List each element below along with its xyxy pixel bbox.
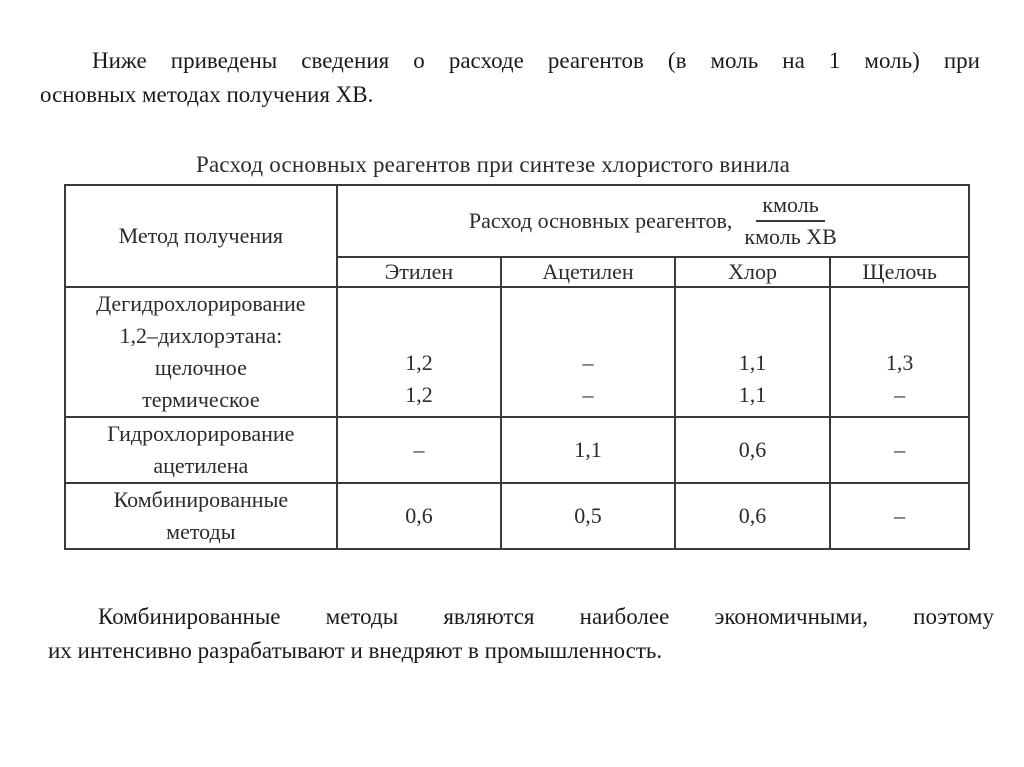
conclusion-paragraph xyxy=(48,600,994,668)
method-line: ацетилена xyxy=(153,453,249,478)
value-thermal: 1,1 xyxy=(738,382,767,407)
column-header-chlorine: Хлор xyxy=(675,257,830,287)
method-line: термическое xyxy=(142,387,260,412)
unit-denominator: кмоль ХВ xyxy=(744,224,837,249)
value-cell-chlorine: 0,6 xyxy=(675,483,830,549)
method-line: 1,2–дихлорэтана: xyxy=(119,323,283,348)
method-line: Комбинированные xyxy=(113,487,289,512)
method-cell xyxy=(65,417,337,483)
method-cell xyxy=(65,287,337,417)
table-row xyxy=(65,287,969,417)
value-cell-acetylene: 0,5 xyxy=(501,483,675,549)
value-alkaline: 1,2 xyxy=(405,350,433,375)
intro-paragraph xyxy=(40,44,980,112)
consumption-header-content xyxy=(469,192,837,250)
table-row xyxy=(65,417,969,483)
method-line: Дегидрохлорирование xyxy=(96,291,306,316)
reagent-consumption-table xyxy=(64,184,970,550)
value-thermal: – xyxy=(894,382,906,407)
value-thermal: 1,2 xyxy=(405,382,433,407)
value-cell-ethylene: – xyxy=(337,417,502,483)
intro-line-2: основных методах получения ХВ. xyxy=(40,82,374,107)
table-row xyxy=(65,483,969,549)
value-cell-alkali: – xyxy=(830,417,969,483)
table-header-row xyxy=(65,185,969,257)
column-header-ethylene: Этилен xyxy=(337,257,502,287)
method-line: щелочное xyxy=(154,355,247,380)
value-cell-chlorine: 0,6 xyxy=(675,417,830,483)
method-line: методы xyxy=(166,519,236,544)
column-header-acetylene: Ацетилен xyxy=(501,257,675,287)
value-cell-ethylene: 0,6 xyxy=(337,483,502,549)
value-cell-alkali: – xyxy=(830,483,969,549)
value-alkaline: – xyxy=(582,350,594,375)
value-alkaline: 1,1 xyxy=(738,350,767,375)
unit-numerator: кмоль xyxy=(756,192,824,222)
conclusion-line-1: Комбинированные методы являются наиболее экономичными, поэтому xyxy=(98,604,994,629)
column-header-alkali: Щелочь xyxy=(830,257,969,287)
value-cell-acetylene: 1,1 xyxy=(501,417,675,483)
value-cell-acetylene xyxy=(501,287,675,417)
value-cell-alkali xyxy=(830,287,969,417)
value-thermal: – xyxy=(582,382,594,407)
unit-fraction xyxy=(744,192,836,250)
table-caption: Расход основных реагентов при синтезе хлористого винила xyxy=(196,152,791,177)
value-cell-ethylene xyxy=(337,287,502,417)
method-column-header: Метод получения xyxy=(65,185,337,287)
method-cell xyxy=(65,483,337,549)
consumption-header xyxy=(337,185,969,257)
conclusion-line-2: их интенсивно разрабатывают и внедряют в промышленность. xyxy=(48,638,663,663)
value-cell-chlorine xyxy=(675,287,830,417)
consumption-header-label: Расход основных реагентов, xyxy=(468,208,733,233)
intro-line-1: Ниже приведены сведения о расходе реагентов (в моль на 1 моль) при xyxy=(92,48,980,73)
method-line: Гидрохлорирование xyxy=(107,421,295,446)
value-alkaline: 1,3 xyxy=(885,350,914,375)
